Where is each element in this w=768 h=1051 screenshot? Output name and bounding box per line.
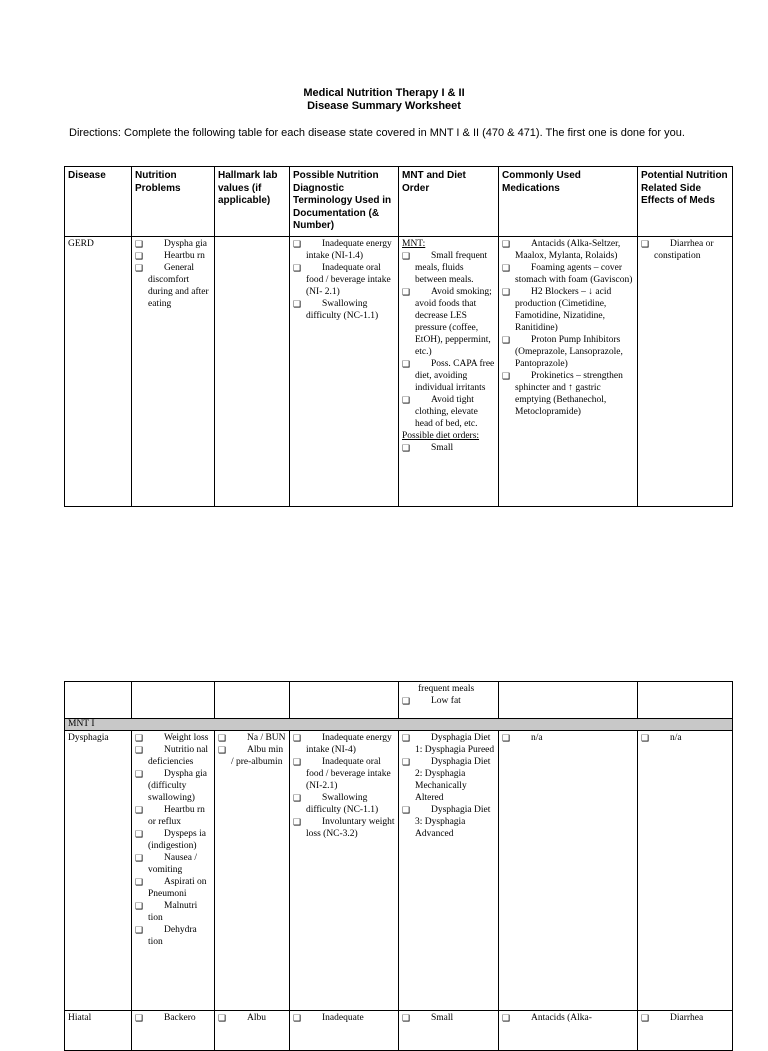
checkbox-icon: ❑ [135, 925, 144, 935]
checkbox-icon: ❑ [402, 805, 411, 815]
list-item: ❑ Dysphagia Diet 1: Dysphagia Pureed [402, 733, 495, 755]
list-item: ❑ Avoid smoking; avoid foods that decrease LES pressure (coffee, EtOH), peppermint, etc.) [402, 286, 492, 357]
checkbox-icon: ❑ [502, 334, 511, 345]
list-item: ❑ Poss. CAPA free diet, avoiding individual irritants [402, 358, 495, 393]
checkbox-icon: ❑ [135, 769, 144, 779]
checkbox-icon: ❑ [402, 358, 411, 369]
list-item: ❑ Dysphagia Diet 2: Dysphagia Mechanically Altered [402, 757, 491, 803]
checkbox-icon: ❑ [293, 793, 302, 803]
checkbox-icon: ❑ [135, 262, 144, 273]
gerd-mnt-continued-cell [399, 682, 499, 719]
list-item: ❑ Weight loss [135, 733, 209, 743]
list-item: ❑ General discomfort during and after eating [135, 262, 209, 309]
checkbox-icon: ❑ [293, 817, 302, 827]
list-item: ❑ n/a [502, 733, 543, 743]
checkbox-icon: ❑ [641, 238, 650, 249]
list-item: ❑ Inadequate oral food / beverage intake (NI- 2.1) [293, 262, 391, 297]
header-mnt-diet-order: MNT and Diet Order [399, 167, 499, 237]
list-item: ❑ Foaming agents – cover stomach with foam (Gaviscon) [502, 262, 633, 285]
checkbox-icon: ❑ [641, 1013, 650, 1023]
table-row-dysphagia [65, 731, 733, 1011]
worksheet-title: Medical Nutrition Therapy I & II [303, 87, 465, 99]
checkbox-icon: ❑ [293, 238, 302, 249]
dysphagia-medications-cell [499, 731, 638, 1011]
dysphagia-problems-cell [132, 731, 215, 1011]
mnt-label: MNT: [402, 238, 426, 249]
dysphagia-labs-cell [215, 731, 290, 1011]
gerd-medications-cell [499, 236, 638, 506]
list-item: ❑ H2 Blockers – ↓ acid production (Cimetidine, Famotidine, Nizatidine, Ranitidine) [502, 286, 612, 333]
checkbox-icon: ❑ [502, 733, 511, 743]
list-item: ❑ Small [402, 442, 454, 453]
checkbox-icon: ❑ [135, 877, 144, 887]
gerd-disease-cell [65, 236, 132, 506]
table-row-gerd [65, 236, 733, 506]
hiatal-problems-cell [132, 1011, 215, 1051]
checkbox-icon: ❑ [218, 745, 227, 755]
list-item: ❑ Inadequate energy intake (NI-1.4) [293, 238, 392, 261]
list-item: ❑ Small [402, 1013, 454, 1023]
list-item: ❑ Dysphagia Diet 3: Dysphagia Advanced [402, 805, 491, 839]
list-item: ❑ Nutritio nal deficiencies [135, 745, 209, 767]
gerd-labs-cell [215, 236, 290, 506]
checkbox-icon: ❑ [502, 370, 511, 381]
checkbox-icon: ❑ [293, 757, 302, 767]
list-item: ❑ Prokinetics – strengthen sphincter and ↑ gastric emptying (Bethanechol, Metoclopramide) [502, 370, 623, 417]
checkbox-icon: ❑ [402, 1013, 411, 1023]
checkbox-icon: ❑ [135, 1013, 144, 1023]
list-item: ❑ Albu min / pre-albumin [218, 745, 284, 767]
checkbox-icon: ❑ [135, 901, 144, 911]
section-row-mnt-i [65, 719, 733, 731]
list-item: ❑ Heartbu rn or reflux [135, 805, 205, 827]
disease-name: Dysphagia [68, 733, 109, 743]
checkbox-icon: ❑ [293, 733, 302, 743]
checkbox-icon: ❑ [293, 298, 302, 309]
hiatal-mnt-cell [399, 1011, 499, 1051]
list-item: ❑ Inadequate oral food / beverage intake (NI-2.1) [293, 757, 391, 791]
checkbox-icon: ❑ [502, 262, 511, 273]
checkbox-icon: ❑ [402, 696, 411, 706]
list-item: ❑ Dyspha gia (difficulty swallowing) [135, 769, 208, 803]
worksheet-subtitle: Disease Summary Worksheet [307, 100, 461, 112]
list-item: ❑ Inadequate energy intake (NI-4) [293, 733, 392, 755]
checkbox-icon: ❑ [135, 805, 144, 815]
list-item: ❑ Dehydra tion [135, 925, 197, 947]
dysphagia-side-effects-cell [638, 731, 733, 1011]
header-diagnostic-terminology: Possible Nutrition Diagnostic Terminology Used in Documentation (& Number) [290, 167, 399, 237]
diet-orders-label: Possible diet orders: [402, 430, 480, 441]
list-item: ❑ Antacids (Alka-Seltzer, Maalox, Mylanta, Rolaids) [502, 238, 621, 261]
hiatal-medications-cell [499, 1011, 638, 1051]
list-item: ❑ Avoid tight clothing, elevate head of bed, etc. [402, 394, 478, 429]
gerd-diagnostics-cell [290, 236, 399, 506]
list-item: ❑ Antacids (Alka- [502, 1013, 592, 1023]
checkbox-icon: ❑ [402, 733, 411, 743]
checkbox-icon: ❑ [641, 733, 650, 743]
checkbox-icon: ❑ [135, 853, 144, 863]
header-disease: Disease [65, 167, 132, 237]
checkbox-icon: ❑ [402, 250, 411, 261]
list-item: ❑ Dyspha gia [135, 238, 208, 249]
list-item: ❑ Dyspeps ia (indigestion) [135, 829, 206, 851]
list-item: ❑ Low fat [402, 696, 461, 706]
checkbox-icon: ❑ [502, 1013, 511, 1023]
list-item: ❑ Diarrhea [641, 1013, 704, 1023]
continued-text: frequent meals [418, 684, 475, 694]
gerd-mnt-cell [399, 236, 499, 506]
checkbox-icon: ❑ [402, 286, 411, 297]
checkbox-icon: ❑ [218, 1013, 227, 1023]
checkbox-icon: ❑ [218, 733, 227, 743]
directions-text: Directions: Complete the following table for each disease state covered in MNT I & II (470 & 471). The first one is done for you. [69, 127, 685, 139]
disease-name: Hiatal [68, 1013, 92, 1023]
hiatal-side-effects-cell [638, 1011, 733, 1051]
table-row-gerd-continued [65, 682, 733, 719]
hiatal-diagnostics-cell [290, 1011, 399, 1051]
checkbox-icon: ❑ [402, 394, 411, 405]
checkbox-icon: ❑ [502, 286, 511, 297]
hiatal-labs-cell [215, 1011, 290, 1051]
list-item: ❑ Involuntary weight loss (NC-3.2) [293, 817, 395, 839]
checkbox-icon: ❑ [135, 733, 144, 743]
checkbox-icon: ❑ [135, 745, 144, 755]
header-row [65, 167, 733, 237]
list-item: ❑ Aspirati on Pneumoni [135, 877, 207, 899]
checkbox-icon: ❑ [135, 250, 144, 261]
list-item: ❑ Backero [135, 1013, 196, 1023]
list-item: ❑ Heartbu rn [135, 250, 205, 261]
header-medications: Commonly Used Medications [499, 167, 638, 237]
gerd-side-effects-cell [638, 236, 733, 506]
list-item: ❑ Inadequate [293, 1013, 364, 1023]
section-label: MNT I [65, 719, 733, 731]
disease-table-page1 [64, 166, 733, 507]
list-item: ❑ Malnutri tion [135, 901, 198, 923]
dysphagia-disease-cell [65, 731, 132, 1011]
list-item: ❑ Albu [218, 1013, 266, 1023]
header-hallmark-labs: Hallmark lab values (if applicable) [215, 167, 290, 237]
hiatal-disease-cell [65, 1011, 132, 1051]
checkbox-icon: ❑ [135, 829, 144, 839]
list-item: ❑ n/a [641, 733, 682, 743]
dysphagia-mnt-cell [399, 731, 499, 1011]
header-nutrition-problems: Nutrition Problems [132, 167, 215, 237]
disease-table-page2 [64, 681, 733, 1051]
checkbox-icon: ❑ [293, 1013, 302, 1023]
checkbox-icon: ❑ [135, 238, 144, 249]
list-item: ❑ Nausea / vomiting [135, 853, 197, 875]
header-side-effects: Potential Nutrition Related Side Effects of Meds [638, 167, 733, 237]
dysphagia-diagnostics-cell [290, 731, 399, 1011]
list-item: ❑ Diarrhea or constipation [641, 238, 714, 261]
list-item: ❑ Na / BUN [218, 733, 286, 743]
disease-name: GERD [68, 238, 94, 249]
checkbox-icon: ❑ [402, 442, 411, 453]
checkbox-icon: ❑ [402, 757, 411, 767]
table-row-hiatal [65, 1011, 733, 1051]
list-item: ❑ Swallowing difficulty (NC-1.1) [293, 793, 379, 815]
checkbox-icon: ❑ [502, 238, 511, 249]
gerd-problems-cell [132, 236, 215, 506]
checkbox-icon: ❑ [293, 262, 302, 273]
list-item: ❑ Small frequent meals, fluids between meals. [402, 250, 488, 285]
list-item: ❑ Swallowing difficulty (NC-1.1) [293, 298, 379, 321]
list-item: ❑ Proton Pump Inhibitors (Omeprazole, Lansoprazole, Pantoprazole) [502, 334, 623, 369]
